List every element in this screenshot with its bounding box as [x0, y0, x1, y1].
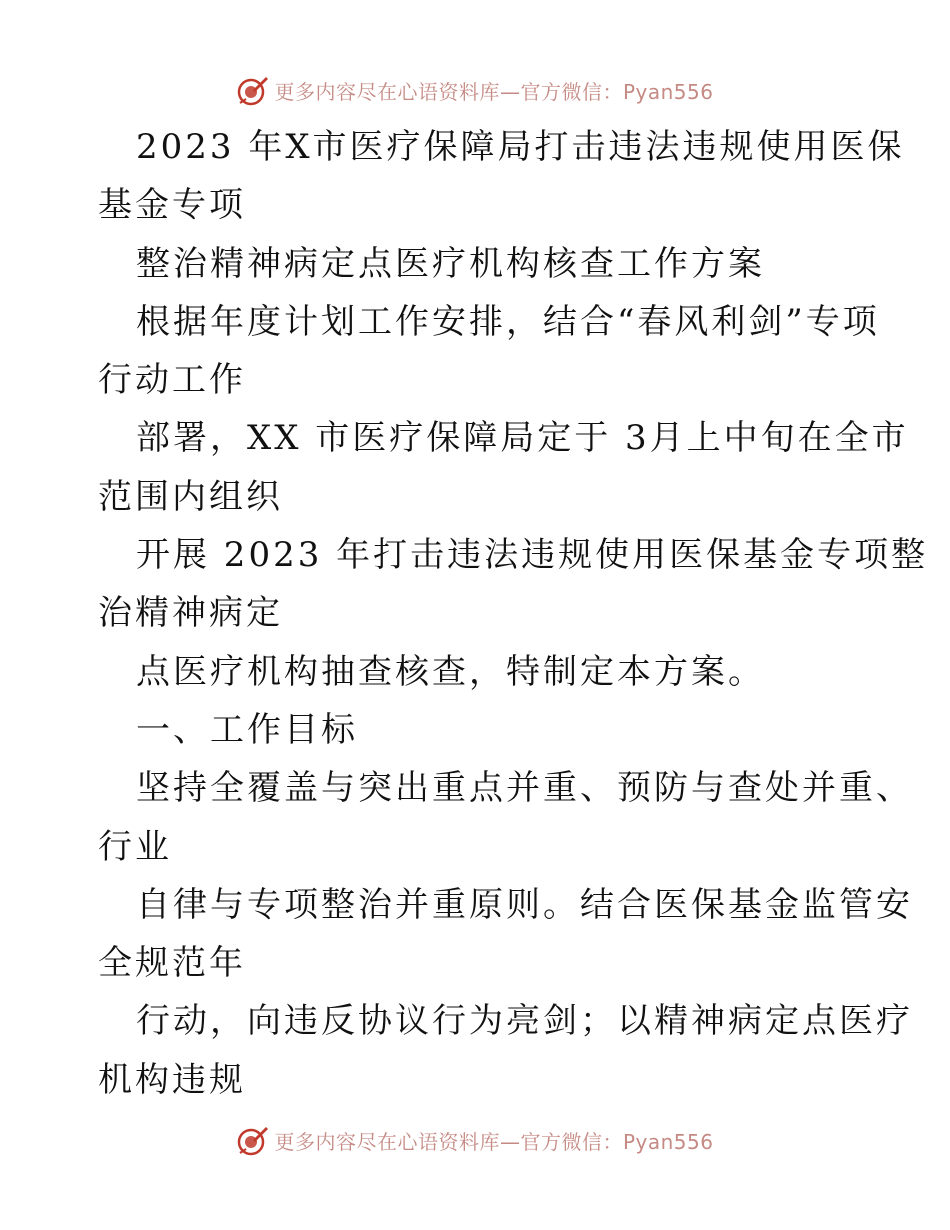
text-line: 治精神病定 [98, 593, 283, 634]
watermark-text: 更多内容尽在心语资料库—官方微信：Pyan556 [274, 79, 714, 104]
text-line: 行业 [98, 826, 172, 867]
text-line: 自律与专项整治并重原则。结合医保基金监管安 [136, 884, 913, 925]
pen-logo-icon [236, 1123, 270, 1157]
text-line: 行动工作 [98, 360, 246, 401]
text-line: 整治精神病定点医疗机构核查工作方案 [136, 243, 765, 284]
text-line: 范围内组织 [98, 476, 283, 517]
pen-logo-icon [236, 73, 270, 107]
text-line: 一、工作目标 [136, 709, 358, 750]
text-line: 行动，向违反协议行为亮剑；以精神病定点医疗 [136, 1001, 913, 1042]
text-line: 部署，XX 市医疗保障局定于 3月上中旬在全市 [136, 418, 909, 459]
watermark-text: 更多内容尽在心语资料库—官方微信：Pyan556 [274, 1129, 714, 1154]
text-line: 全规范年 [98, 943, 246, 984]
watermark-banner-top [0, 70, 950, 110]
text-line: 机构违规 [98, 1059, 246, 1100]
text-line: 2023 年X市医疗保障局打击违法违规使用医保 [136, 127, 905, 167]
text-line: 点医疗机构抽查核查，特制定本方案。 [136, 651, 765, 692]
text-line: 基金专项 [98, 185, 246, 226]
text-line: 坚持全覆盖与突出重点并重、预防与查处并重、 [136, 768, 913, 809]
document-body [98, 118, 929, 1109]
text-line: 开展 2023 年打击违法违规使用医保基金专项整 [136, 535, 929, 576]
text-line: 根据年度计划工作安排，结合“春风利剑”专项 [136, 301, 880, 342]
watermark-banner-bottom [0, 1120, 950, 1160]
